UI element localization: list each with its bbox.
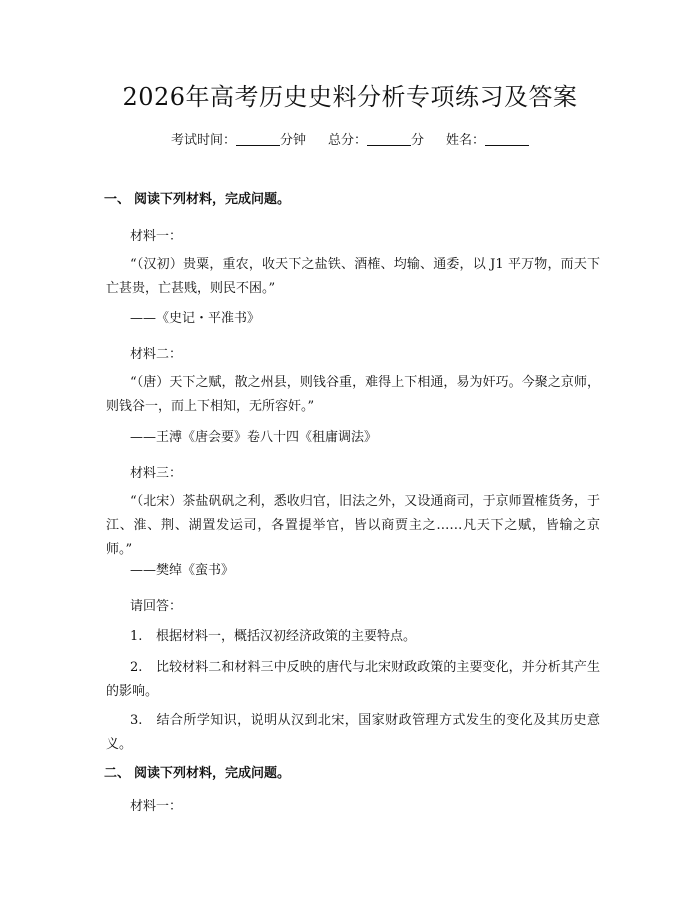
question-item — [106, 656, 600, 704]
material-source: ——《史记・平准书》 — [130, 311, 261, 326]
section-number: 一、 — [104, 192, 131, 207]
score-unit: 分 — [411, 133, 425, 148]
material-text: “（唐）天下之赋，散之州县，则钱谷重，难得上下相通，易为奸巧。今聚之京师，则钱谷一，而上下相知，无所容奸。” — [106, 375, 600, 414]
question-number: 3. — [130, 713, 143, 728]
question-item — [106, 709, 600, 757]
material-label: 材料二： — [130, 347, 183, 362]
material-source: ——王溥《唐会要》卷八十四《租庸调法》 — [130, 430, 378, 445]
material-label: 材料一： — [130, 229, 183, 244]
score-label: 总分： — [327, 133, 367, 148]
material-label: 材料三： — [130, 466, 183, 481]
section-heading — [104, 189, 604, 211]
time-unit: 分钟 — [279, 133, 306, 148]
time-label: 考试时间： — [170, 133, 236, 148]
question-number: 2. — [130, 660, 143, 675]
section-heading — [104, 763, 604, 785]
name-label: 姓名： — [446, 133, 486, 148]
score-blank[interactable] — [367, 132, 411, 146]
section-heading-text: 阅读下列材料，完成问题。 — [134, 766, 291, 781]
question-text: 根据材料一，概括汉初经济政策的主要特点。 — [156, 629, 417, 644]
material-source: ——樊绰《蛮书》 — [130, 563, 235, 578]
question-number: 1. — [130, 629, 143, 644]
name-blank[interactable] — [485, 132, 529, 146]
time-blank[interactable] — [236, 132, 280, 146]
question-item — [106, 625, 600, 649]
exam-info-line — [0, 131, 700, 151]
material-text: “（北宋）茶盐矾矾之利，悉收归官，旧法之外，又设通商司，于京师置榷货务，于江、淮、荆、湖置发运司，各置提举官，皆以商贾主之……凡天下之赋，皆输之京师。” — [106, 494, 600, 557]
page-title: 2026年高考历史史料分析专项练习及答案 — [122, 83, 578, 111]
section-number: 二、 — [104, 766, 131, 781]
material-label: 材料一： — [130, 799, 183, 814]
section-heading-text: 阅读下列材料，完成问题。 — [134, 192, 291, 207]
question-prompt: 请回答： — [130, 599, 183, 614]
question-text: 比较材料二和材料三中反映的唐代与北宋财政政策的主要变化，并分析其产生的影响。 — [106, 660, 600, 699]
question-text: 结合所学知识，说明从汉到北宋，国家财政管理方式发生的变化及其历史意义。 — [106, 713, 600, 752]
material-text: “（汉初）贵粟，重农，收天下之盐铁、酒榷、均输、通委，以 J1 平万物，而天下亡甚贵，亡甚贱，则民不困。” — [106, 257, 600, 296]
